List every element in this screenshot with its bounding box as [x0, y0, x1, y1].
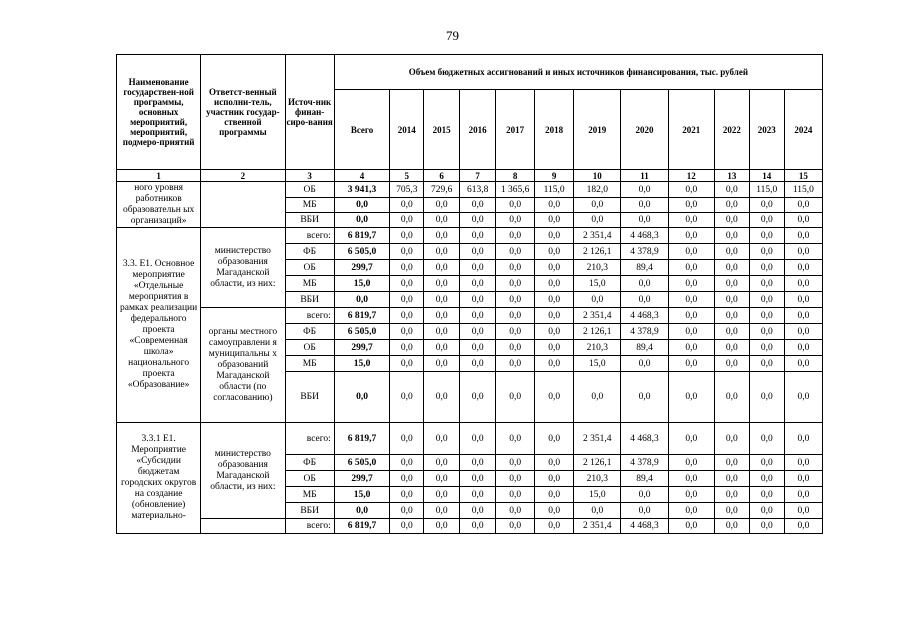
- year-value: 0,0: [390, 198, 424, 213]
- year-value: 0,0: [714, 308, 749, 324]
- year-value: 0,0: [460, 198, 496, 213]
- year-value: 0,0: [390, 503, 424, 519]
- funding-source: ВБИ: [285, 503, 334, 519]
- total-value: 6 819,7: [334, 519, 389, 534]
- year-value: 0,0: [784, 324, 822, 340]
- year-value: 0,0: [574, 292, 621, 308]
- funding-source: ФБ: [285, 324, 334, 340]
- column-number: 6: [424, 170, 460, 182]
- year-value: 0,0: [749, 455, 784, 471]
- funding-source: ФБ: [285, 455, 334, 471]
- year-value: 4 378,9: [621, 324, 668, 340]
- year-value: 210,3: [574, 260, 621, 276]
- year-value: 0,0: [668, 182, 714, 198]
- year-value: 0,0: [621, 182, 668, 198]
- year-value: 0,0: [424, 292, 460, 308]
- year-value: 0,0: [668, 292, 714, 308]
- year-value: 0,0: [460, 228, 496, 244]
- executor-name: [201, 182, 285, 228]
- year-value: 4 468,3: [621, 308, 668, 324]
- column-number: 3: [285, 170, 334, 182]
- year-value: 0,0: [784, 244, 822, 260]
- year-value: 0,0: [714, 503, 749, 519]
- year-value: 0,0: [668, 455, 714, 471]
- funding-source: всего:: [285, 423, 334, 455]
- year-value: 0,0: [749, 503, 784, 519]
- year-value: 0,0: [460, 455, 496, 471]
- year-value: 89,4: [621, 260, 668, 276]
- executor-name: органы местного самоуправлени я муниципальны х образований Магаданской области (по согласованию): [201, 308, 285, 423]
- executor-name: министерство образования Магаданской области, из них:: [201, 423, 285, 519]
- total-value: 6 819,7: [334, 308, 389, 324]
- year-value: 0,0: [784, 276, 822, 292]
- funding-source: ОБ: [285, 260, 334, 276]
- funding-source: всего:: [285, 228, 334, 244]
- measure-name: 3.3. Е1. Основное мероприятие «Отдельные мероприятия в рамках реализации федерального проекта «Современная школа» национального проекта «Образование»: [117, 228, 201, 423]
- year-value: 15,0: [574, 487, 621, 503]
- year-value: 0,0: [460, 276, 496, 292]
- year-value: 0,0: [535, 503, 574, 519]
- header-year: Всего: [334, 90, 389, 170]
- year-value: 0,0: [424, 260, 460, 276]
- year-value: 0,0: [749, 372, 784, 423]
- year-value: 0,0: [496, 324, 535, 340]
- year-value: 0,0: [460, 471, 496, 487]
- year-value: 0,0: [784, 340, 822, 356]
- year-value: 4 378,9: [621, 455, 668, 471]
- year-value: 0,0: [621, 198, 668, 213]
- column-number: 8: [496, 170, 535, 182]
- year-value: 0,0: [390, 292, 424, 308]
- year-value: 0,0: [714, 340, 749, 356]
- year-value: 0,0: [574, 198, 621, 213]
- year-value: 0,0: [621, 276, 668, 292]
- year-value: 0,0: [390, 471, 424, 487]
- total-value: 0,0: [334, 372, 389, 423]
- year-value: 729,6: [424, 182, 460, 198]
- year-value: 0,0: [784, 372, 822, 423]
- year-value: 0,0: [460, 423, 496, 455]
- year-value: 0,0: [749, 244, 784, 260]
- year-value: 0,0: [784, 503, 822, 519]
- year-value: 0,0: [390, 356, 424, 372]
- table-row: [117, 308, 823, 324]
- year-value: 0,0: [460, 519, 496, 534]
- year-value: 0,0: [784, 356, 822, 372]
- year-value: 0,0: [668, 324, 714, 340]
- year-value: 0,0: [535, 213, 574, 228]
- year-value: 0,0: [424, 356, 460, 372]
- year-value: 0,0: [621, 292, 668, 308]
- year-value: 0,0: [668, 244, 714, 260]
- year-value: 0,0: [621, 503, 668, 519]
- year-value: 0,0: [714, 198, 749, 213]
- header-year: 2016: [460, 90, 496, 170]
- year-value: 89,4: [621, 471, 668, 487]
- total-value: 299,7: [334, 340, 389, 356]
- column-number: 11: [621, 170, 668, 182]
- year-value: 0,0: [668, 276, 714, 292]
- year-value: 0,0: [496, 503, 535, 519]
- year-value: 0,0: [496, 340, 535, 356]
- header-year: 2022: [714, 90, 749, 170]
- year-value: 0,0: [784, 292, 822, 308]
- year-value: 0,0: [714, 260, 749, 276]
- column-number: 1: [117, 170, 201, 182]
- year-value: 4 468,3: [621, 228, 668, 244]
- year-value: 0,0: [749, 487, 784, 503]
- year-value: 0,0: [424, 228, 460, 244]
- year-value: 0,0: [749, 228, 784, 244]
- year-value: 0,0: [390, 455, 424, 471]
- year-value: 2 126,1: [574, 324, 621, 340]
- funding-source: МБ: [285, 356, 334, 372]
- header-name: Наименование государствен-ной программы, основных мероприятий, мероприятий, подмеро-приятий: [117, 55, 201, 170]
- year-value: 0,0: [535, 260, 574, 276]
- year-value: 4 468,3: [621, 423, 668, 455]
- year-value: 210,3: [574, 340, 621, 356]
- year-value: 4 468,3: [621, 519, 668, 534]
- year-value: 0,0: [714, 244, 749, 260]
- year-value: 705,3: [390, 182, 424, 198]
- header-year: 2017: [496, 90, 535, 170]
- year-value: 0,0: [714, 471, 749, 487]
- year-value: 0,0: [496, 519, 535, 534]
- column-number: 12: [668, 170, 714, 182]
- header-source: Источ-ник финан-сиро-вания: [285, 55, 334, 170]
- financing-table: [116, 54, 823, 534]
- executor-name: [201, 519, 285, 534]
- year-value: 0,0: [621, 213, 668, 228]
- year-value: 0,0: [460, 260, 496, 276]
- year-value: 0,0: [460, 324, 496, 340]
- year-value: 0,0: [749, 356, 784, 372]
- year-value: 0,0: [784, 423, 822, 455]
- year-value: 2 126,1: [574, 455, 621, 471]
- funding-source: ОБ: [285, 471, 334, 487]
- year-value: 0,0: [714, 519, 749, 534]
- year-value: 0,0: [460, 372, 496, 423]
- table-row: [117, 519, 823, 534]
- year-value: 89,4: [621, 340, 668, 356]
- year-value: 0,0: [784, 260, 822, 276]
- year-value: 0,0: [424, 372, 460, 423]
- year-value: 0,0: [496, 471, 535, 487]
- column-number: 4: [334, 170, 389, 182]
- year-value: 0,0: [749, 423, 784, 455]
- year-value: 0,0: [390, 308, 424, 324]
- header-volume: Объем бюджетных ассигнований и иных источников финансирования, тыс. рублей: [334, 55, 822, 90]
- year-value: 0,0: [424, 503, 460, 519]
- year-value: 115,0: [749, 182, 784, 198]
- year-value: 0,0: [714, 372, 749, 423]
- year-value: 0,0: [668, 213, 714, 228]
- year-value: 0,0: [390, 213, 424, 228]
- year-value: 0,0: [668, 340, 714, 356]
- funding-source: всего:: [285, 308, 334, 324]
- year-value: 0,0: [574, 503, 621, 519]
- year-value: 0,0: [749, 276, 784, 292]
- year-value: 0,0: [535, 276, 574, 292]
- year-value: 0,0: [496, 455, 535, 471]
- year-value: 0,0: [390, 372, 424, 423]
- total-value: 6 819,7: [334, 228, 389, 244]
- year-value: 0,0: [749, 308, 784, 324]
- total-value: 0,0: [334, 213, 389, 228]
- column-number: 15: [784, 170, 822, 182]
- year-value: 0,0: [390, 423, 424, 455]
- total-value: 0,0: [334, 503, 389, 519]
- year-value: 0,0: [496, 228, 535, 244]
- year-value: 0,0: [668, 260, 714, 276]
- column-number: 5: [390, 170, 424, 182]
- year-value: 0,0: [749, 213, 784, 228]
- year-value: 0,0: [460, 213, 496, 228]
- header-year: 2014: [390, 90, 424, 170]
- funding-source: МБ: [285, 276, 334, 292]
- year-value: 0,0: [460, 244, 496, 260]
- year-value: 0,0: [714, 213, 749, 228]
- year-value: 0,0: [424, 487, 460, 503]
- year-value: 0,0: [749, 198, 784, 213]
- year-value: 0,0: [496, 423, 535, 455]
- year-value: 0,0: [460, 487, 496, 503]
- column-number: 7: [460, 170, 496, 182]
- executor-name: министерство образования Магаданской области, из них:: [201, 228, 285, 308]
- year-value: 0,0: [390, 276, 424, 292]
- year-value: 0,0: [424, 244, 460, 260]
- funding-source: МБ: [285, 487, 334, 503]
- year-value: 15,0: [574, 276, 621, 292]
- year-value: 0,0: [784, 471, 822, 487]
- year-value: 0,0: [668, 471, 714, 487]
- header-executor: Ответст-венный исполни-тель, участник государ-ственной программы: [201, 55, 285, 170]
- year-value: 0,0: [390, 519, 424, 534]
- year-value: 0,0: [496, 244, 535, 260]
- total-value: 0,0: [334, 292, 389, 308]
- year-value: 0,0: [535, 292, 574, 308]
- year-value: 0,0: [621, 487, 668, 503]
- year-value: 0,0: [424, 471, 460, 487]
- year-value: 0,0: [535, 423, 574, 455]
- column-number: 14: [749, 170, 784, 182]
- year-value: 0,0: [784, 487, 822, 503]
- year-value: 0,0: [424, 455, 460, 471]
- year-value: 0,0: [668, 198, 714, 213]
- header-year: 2019: [574, 90, 621, 170]
- total-value: 0,0: [334, 198, 389, 213]
- year-value: 0,0: [784, 228, 822, 244]
- measure-name: 3.3.1 Е1. Мероприятие «Субсидии бюджетам городских округов на создание (обновление) материально-: [117, 423, 201, 534]
- year-value: 0,0: [460, 503, 496, 519]
- year-value: 115,0: [784, 182, 822, 198]
- year-value: 0,0: [535, 455, 574, 471]
- year-value: 0,0: [424, 308, 460, 324]
- column-numbers-row: [117, 170, 823, 182]
- measure-name: ного уровня работников образовательн ых организаций»: [117, 182, 201, 228]
- year-value: 0,0: [424, 198, 460, 213]
- year-value: 0,0: [784, 198, 822, 213]
- year-value: 0,0: [535, 487, 574, 503]
- total-value: 6 505,0: [334, 455, 389, 471]
- year-value: 2 351,4: [574, 228, 621, 244]
- year-value: 0,0: [668, 503, 714, 519]
- funding-source: всего:: [285, 519, 334, 534]
- year-value: 2 126,1: [574, 244, 621, 260]
- total-value: 299,7: [334, 260, 389, 276]
- year-value: 0,0: [390, 260, 424, 276]
- year-value: 0,0: [460, 356, 496, 372]
- year-value: 0,0: [460, 308, 496, 324]
- year-value: 0,0: [574, 372, 621, 423]
- year-value: 2 351,4: [574, 423, 621, 455]
- year-value: 0,0: [714, 276, 749, 292]
- year-value: 0,0: [714, 182, 749, 198]
- year-value: 0,0: [424, 340, 460, 356]
- year-value: 0,0: [390, 244, 424, 260]
- year-value: 0,0: [749, 292, 784, 308]
- page-number: 79: [446, 28, 459, 43]
- year-value: 2 351,4: [574, 308, 621, 324]
- year-value: 0,0: [574, 213, 621, 228]
- column-number: 2: [201, 170, 285, 182]
- year-value: 210,3: [574, 471, 621, 487]
- year-value: 0,0: [668, 228, 714, 244]
- year-value: 0,0: [784, 519, 822, 534]
- total-value: 15,0: [334, 487, 389, 503]
- year-value: 0,0: [784, 213, 822, 228]
- year-value: 0,0: [535, 519, 574, 534]
- year-value: 0,0: [749, 471, 784, 487]
- total-value: 299,7: [334, 471, 389, 487]
- table-row: [117, 228, 823, 244]
- year-value: 0,0: [535, 372, 574, 423]
- year-value: 0,0: [424, 324, 460, 340]
- year-value: 0,0: [749, 340, 784, 356]
- year-value: 0,0: [424, 423, 460, 455]
- year-value: 0,0: [668, 519, 714, 534]
- header-year: 2015: [424, 90, 460, 170]
- table-row: [117, 182, 823, 198]
- year-value: 0,0: [535, 340, 574, 356]
- year-value: 2 351,4: [574, 519, 621, 534]
- total-value: 6 819,7: [334, 423, 389, 455]
- year-value: 182,0: [574, 182, 621, 198]
- year-value: 0,0: [714, 324, 749, 340]
- year-value: 0,0: [496, 487, 535, 503]
- year-value: 0,0: [390, 487, 424, 503]
- year-value: 0,0: [749, 324, 784, 340]
- year-value: 0,0: [714, 423, 749, 455]
- year-value: 0,0: [496, 308, 535, 324]
- funding-source: ВБИ: [285, 292, 334, 308]
- year-value: 4 378,9: [621, 244, 668, 260]
- year-value: 0,0: [668, 487, 714, 503]
- year-value: 115,0: [535, 182, 574, 198]
- funding-source: МБ: [285, 198, 334, 213]
- year-value: 0,0: [668, 308, 714, 324]
- year-value: 0,0: [496, 260, 535, 276]
- table-row: [117, 423, 823, 455]
- year-value: 0,0: [460, 340, 496, 356]
- year-value: 0,0: [535, 244, 574, 260]
- year-value: 0,0: [424, 519, 460, 534]
- header-year: 2018: [535, 90, 574, 170]
- year-value: 0,0: [784, 455, 822, 471]
- total-value: 6 505,0: [334, 244, 389, 260]
- funding-source: ОБ: [285, 340, 334, 356]
- year-value: 0,0: [749, 519, 784, 534]
- year-value: 0,0: [390, 340, 424, 356]
- year-value: 0,0: [496, 372, 535, 423]
- total-value: 3 941,3: [334, 182, 389, 198]
- funding-source: ВБИ: [285, 213, 334, 228]
- year-value: 0,0: [460, 292, 496, 308]
- year-value: 0,0: [714, 487, 749, 503]
- year-value: 0,0: [784, 308, 822, 324]
- total-value: 15,0: [334, 356, 389, 372]
- column-number: 10: [574, 170, 621, 182]
- column-number: 9: [535, 170, 574, 182]
- year-value: 0,0: [668, 356, 714, 372]
- header-year: 2020: [621, 90, 668, 170]
- year-value: 0,0: [668, 372, 714, 423]
- year-value: 0,0: [714, 292, 749, 308]
- funding-source: ВБИ: [285, 372, 334, 423]
- year-value: 0,0: [668, 423, 714, 455]
- year-value: 0,0: [535, 308, 574, 324]
- header-year: 2024: [784, 90, 822, 170]
- year-value: 0,0: [535, 198, 574, 213]
- year-value: 0,0: [496, 292, 535, 308]
- year-value: 613,8: [460, 182, 496, 198]
- year-value: 0,0: [424, 213, 460, 228]
- year-value: 0,0: [390, 228, 424, 244]
- year-value: 0,0: [535, 228, 574, 244]
- year-value: 15,0: [574, 356, 621, 372]
- year-value: 1 365,6: [496, 182, 535, 198]
- header-year: 2023: [749, 90, 784, 170]
- funding-source: ФБ: [285, 244, 334, 260]
- year-value: 0,0: [714, 228, 749, 244]
- year-value: 0,0: [714, 455, 749, 471]
- total-value: 6 505,0: [334, 324, 389, 340]
- column-number: 13: [714, 170, 749, 182]
- year-value: 0,0: [714, 356, 749, 372]
- year-value: 0,0: [424, 276, 460, 292]
- year-value: 0,0: [496, 356, 535, 372]
- year-value: 0,0: [496, 276, 535, 292]
- year-value: 0,0: [621, 356, 668, 372]
- year-value: 0,0: [535, 471, 574, 487]
- year-value: 0,0: [496, 213, 535, 228]
- year-value: 0,0: [749, 260, 784, 276]
- funding-source: ОБ: [285, 182, 334, 198]
- year-value: 0,0: [496, 198, 535, 213]
- year-value: 0,0: [535, 324, 574, 340]
- year-value: 0,0: [390, 324, 424, 340]
- total-value: 15,0: [334, 276, 389, 292]
- header-year: 2021: [668, 90, 714, 170]
- year-value: 0,0: [621, 372, 668, 423]
- year-value: 0,0: [535, 356, 574, 372]
